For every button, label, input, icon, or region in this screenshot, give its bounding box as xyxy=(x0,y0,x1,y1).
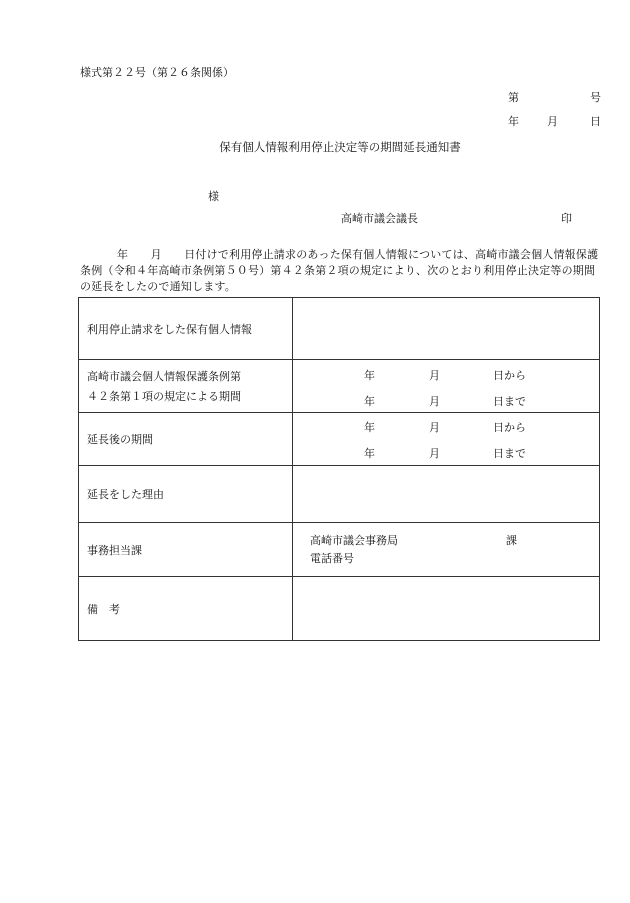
table-row xyxy=(79,413,600,466)
period-month: 月 xyxy=(429,447,440,460)
label-remarks: 備 考 xyxy=(79,577,293,641)
value-extended-period xyxy=(293,413,600,466)
phone-label: 電話番号 xyxy=(310,551,354,565)
table-row xyxy=(79,523,600,577)
table-row xyxy=(79,466,600,523)
label-original-period xyxy=(79,360,293,413)
period-month: 月 xyxy=(429,369,440,382)
label-original-period-line2: ４２条第１項の規定による期間 xyxy=(87,390,241,403)
seal-mark: 印 xyxy=(561,212,572,225)
period-day-from: 日から xyxy=(493,369,526,382)
label-requested-info: 利用停止請求をした保有個人情報 xyxy=(79,298,293,360)
value-requested-info xyxy=(293,298,600,360)
office-name: 高崎市議会事務局 xyxy=(310,533,398,547)
table-row xyxy=(79,298,600,360)
date-month: 月 xyxy=(547,115,558,128)
value-responsible-section xyxy=(293,523,600,577)
label-extension-reason: 延長をした理由 xyxy=(79,466,293,523)
document-title: 保有個人情報利用停止決定等の期間延長通知書 xyxy=(219,140,461,154)
value-original-period xyxy=(293,360,600,413)
period-year: 年 xyxy=(364,369,375,382)
period-month: 月 xyxy=(429,421,440,434)
number-dai: 第 xyxy=(508,91,519,104)
notice-table xyxy=(78,297,600,641)
period-day-until: 日まで xyxy=(493,447,526,460)
table-row xyxy=(79,577,600,641)
notice-body-text: 年 月 日付けで利用停止請求のあった保有個人情報については、高崎市議会個人情報保護条例（令和４年高崎市条例第５０号）第４２条第２項の規定により、次のとおり利用停止決定等の期間の延長をしたので通知します。 xyxy=(80,248,599,293)
number-go: 号 xyxy=(590,91,601,104)
issuer-name: 高崎市議会議長 xyxy=(341,212,418,225)
office-line xyxy=(310,533,599,549)
period-day-until: 日まで xyxy=(493,395,526,408)
period-year: 年 xyxy=(364,395,375,408)
office-ka: 課 xyxy=(506,533,517,547)
period-day-from: 日から xyxy=(493,421,526,434)
value-extension-reason xyxy=(293,466,600,523)
label-extended-period: 延長後の期間 xyxy=(79,413,293,466)
label-original-period-line1: 高崎市議会個人情報保護条例第 xyxy=(87,370,241,383)
addressee-suffix: 様 xyxy=(208,190,219,203)
period-year: 年 xyxy=(364,421,375,434)
label-responsible-section: 事務担当課 xyxy=(79,523,293,577)
notice-body xyxy=(80,247,600,295)
table-row xyxy=(79,360,600,413)
form-number-label: 様式第２２号（第２６条関係） xyxy=(80,66,234,79)
value-remarks xyxy=(293,577,600,641)
period-month: 月 xyxy=(429,395,440,408)
date-year: 年 xyxy=(508,115,519,128)
date-day: 日 xyxy=(590,115,601,128)
period-year: 年 xyxy=(364,447,375,460)
